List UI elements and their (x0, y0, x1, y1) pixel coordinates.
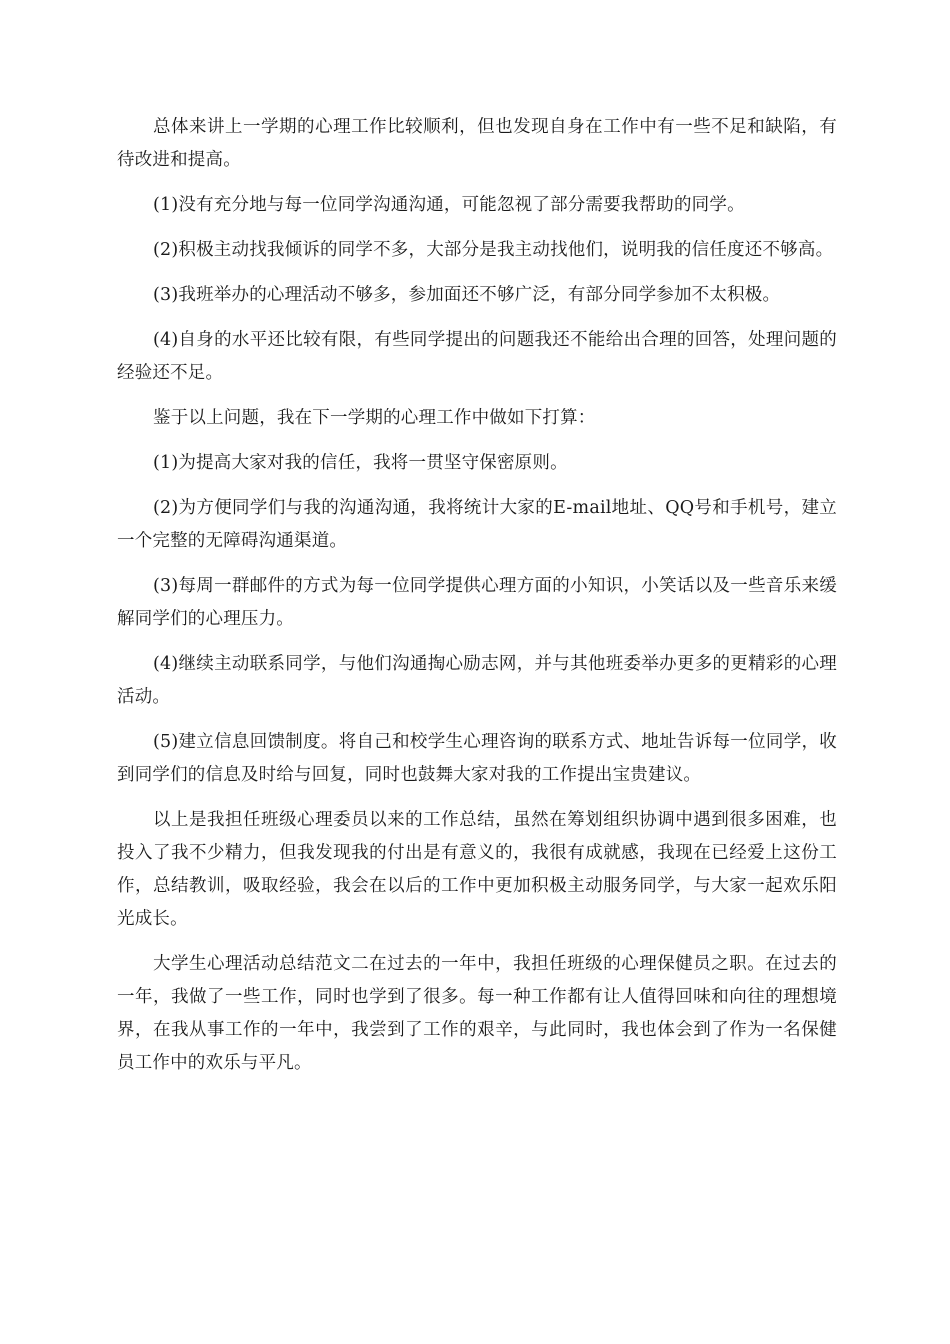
paragraph-shortcoming-1: (1)没有充分地与每一位同学沟通沟通，可能忽视了部分需要我帮助的同学。 (153, 195, 745, 215)
paragraph-plan-5: (5)建立信息回馈制度。将自己和校学生心理咨询的联系方式、地址告诉每一位同学，收到同学们的信息及时给与回复，同时也鼓舞大家对我的工作提出宝贵建议。 (117, 732, 837, 785)
paragraph-plan-2: (2)为方便同学们与我的沟通沟通，我将统计大家的E-mail地址、QQ号和手机号，建立一个完整的无障碍沟通渠道。 (117, 498, 837, 551)
document-body (117, 111, 837, 1092)
paragraph-shortcoming-3: (3)我班举办的心理活动不够多，参加面还不够广泛，有部分同学参加不太积极。 (153, 285, 781, 305)
paragraph-plan-4: (4)继续主动联系同学，与他们沟通掏心励志网，并与其他班委举办更多的更精彩的心理活动。 (117, 654, 837, 707)
paragraph-summary-intro: 总体来讲上一学期的心理工作比较顺利，但也发现自身在工作中有一些不足和缺陷，有待改进和提高。 (117, 117, 837, 170)
paragraph-sample-two: 大学生心理活动总结范文二在过去的一年中，我担任班级的心理保健员之职。在过去的一年，我做了一些工作，同时也学到了很多。每一种工作都有让人值得回味和向往的理想境界，在我从事工作的一年中，我尝到了工作的艰辛，与此同时，我也体会到了作为一名保健员工作中的欢乐与平凡。 (117, 954, 837, 1073)
paragraph-shortcoming-4: (4)自身的水平还比较有限，有些同学提出的问题我还不能给出合理的回答，处理问题的经验还不足。 (117, 330, 837, 383)
paragraph-shortcoming-2: (2)积极主动找我倾诉的同学不多，大部分是我主动找他们，说明我的信任度还不够高。 (153, 240, 834, 260)
paragraph-plan-3: (3)每周一群邮件的方式为每一位同学提供心理方面的小知识，小笑话以及一些音乐来缓解同学们的心理压力。 (117, 576, 837, 629)
paragraph-plan-1: (1)为提高大家对我的信任，我将一贯坚守保密原则。 (153, 453, 568, 473)
paragraph-conclusion: 以上是我担任班级心理委员以来的工作总结，虽然在筹划组织协调中遇到很多困难，也投入了我不少精力，但我发现我的付出是有意义的，我很有成就感，我现在已经爱上这份工作，总结教训，吸取经验，我会在以后的工作中更加积极主动服务同学，与大家一起欢乐阳光成长。 (117, 810, 837, 929)
paragraph-plan-intro: 鉴于以上问题，我在下一学期的心理工作中做如下打算： (153, 408, 596, 428)
